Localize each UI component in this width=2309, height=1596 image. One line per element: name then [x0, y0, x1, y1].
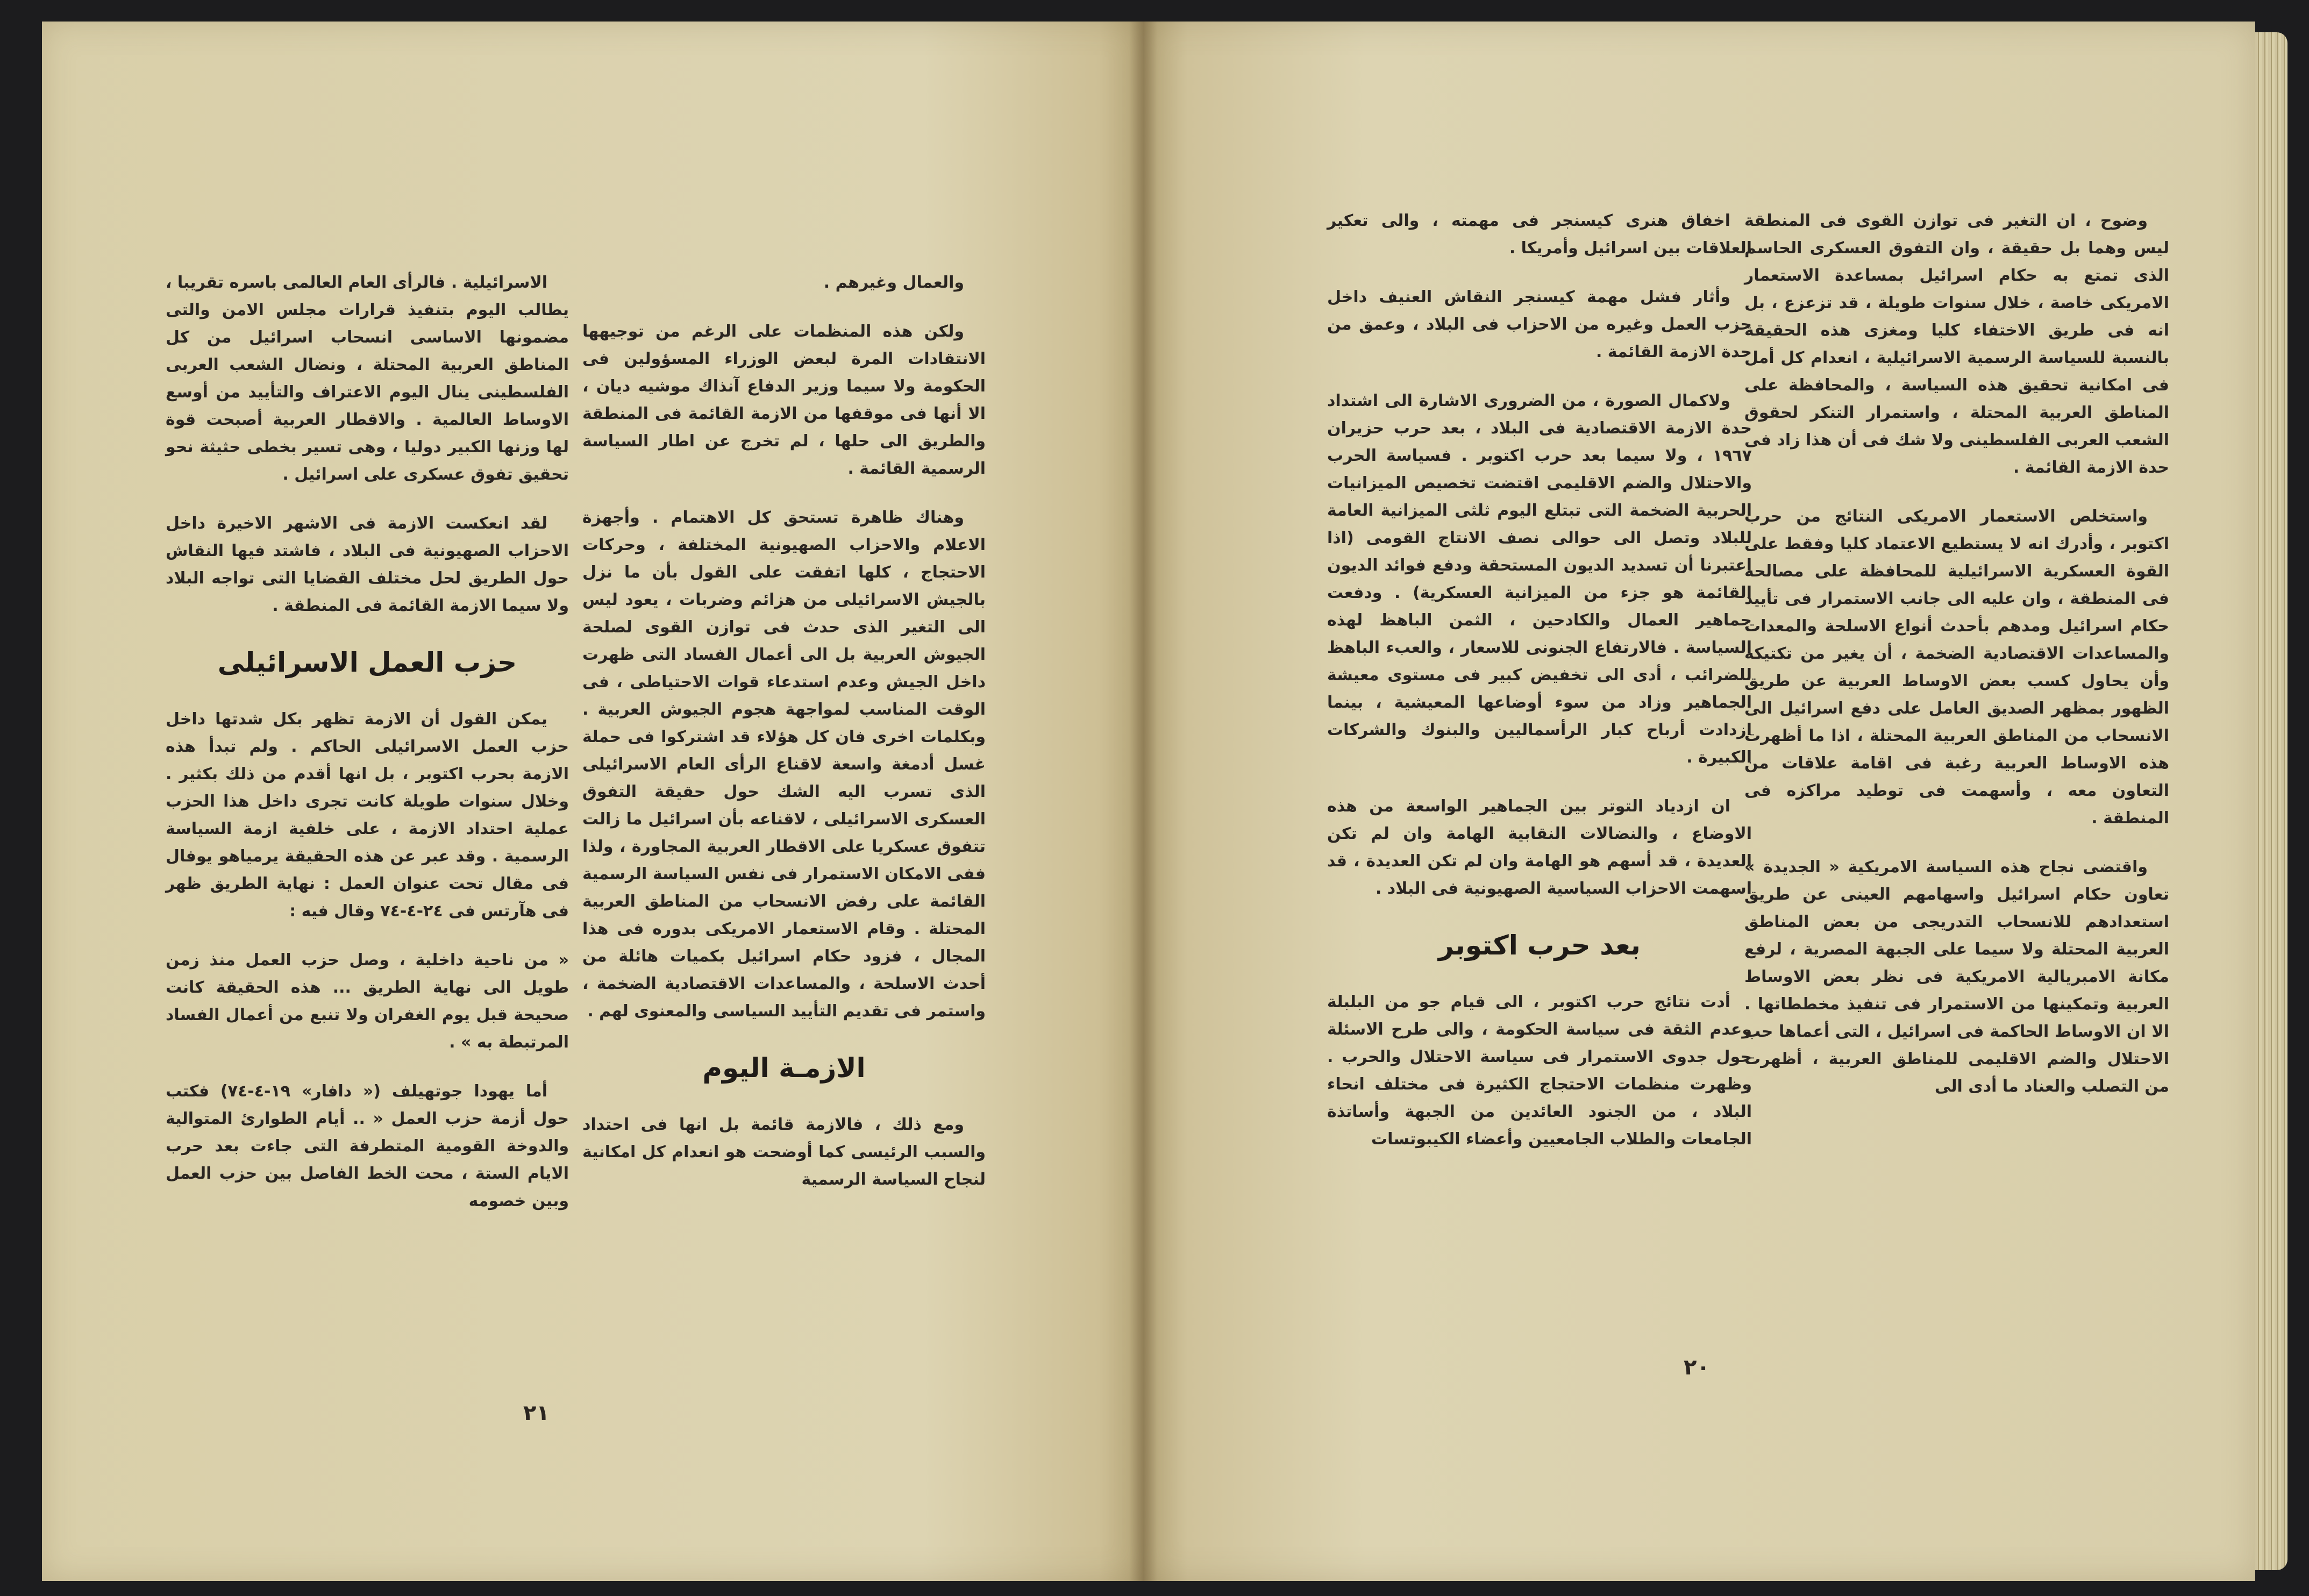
paragraph: اخفاق هنرى كيسنجر فى مهمته ، والى تعكير العلاقات بين اسرائيل وأمريكا .: [1327, 211, 1752, 258]
paragraph: واقتضى نجاح هذه السياسة الامريكية « الجديدة » تعاون حكام اسرائيل واسهامهم العينى عن طريق استعدادهم للانسحاب التدريجى من بعض المناطق العربية المحتلة ولا سيما على الجبهة المصرية ، لرفع مكانة الامبريالية الامريكية فى نظر بعض الاوساط العربية وتمكينها من الاستمرار فى تنفيذ مخططاتها . الا ان الاوساط الحاكمة فى اسرائيل ، التى أعماها حب الاحتلال والضم الاقليمى للمناطق العربية ، أظهرت من التصلب والعناد ما أدى الى: [1744, 858, 2169, 1096]
paragraph: وهناك ظاهرة تستحق كل الاهتمام . وأجهزة الاعلام والاحزاب الصهيونية المختلفة ، وحركات الاحتجاج ، كلها اتفقت على القول بأن ما نزل بالجيش الاسرائيلى من هزائم وضربات ، يعود ليس الى التغير الذى حدث فى توازن القوى لصلحة الجيوش العربية بل الى أعمال الفساد التى ظهرت داخل الجيش وعدم استدعاء قوات الاحتياطى ، فى الوقت المناسب لمواجهة هجوم الجيوش العربية . وبكلمات اخرى فان كل هؤلاء قد اشتركوا فى حملة غسل أدمغة واسعة لاقناع الرأى العام الاسرائيلى الذى تسرب اليه الشك حول حقيقة التفوق العسكرى الاسرائيلى ، لاقناعه بأن اسرائيل ما زالت تتفوق عسكريا على الاقطار العربية المجاورة ، ولذا ففى الامكان الاستمرار فى نفس السياسة الرسمية القائمة على رفض الانسحاب من المناطق العربية المحتلة . وقام الاستعمار الامريكى بدوره فى هذا المجال ، فزود حكام اسرائيل بكميات هائلة من أحدث الاسلحة ، والمساعدات الاقتصادية الضخمة ، واستمر فى تقديم التأييد السياسى والمعنوى لهم .: [582, 508, 986, 1021]
section-heading: بعد حرب اكتوبر: [1438, 930, 1641, 961]
right-page-outer-column: [1744, 207, 2169, 1122]
quote-paragraph: « من ناحية داخلية ، وصل حزب العمل منذ زمن طويل الى نهاية الطريق ... هذه الحقيقة كانت صحيحة قبل يوم الغفران ولا تنبع من أعمال الفساد المرتبطة به » .: [166, 951, 569, 1052]
right-page: [1143, 22, 2255, 1581]
paragraph: أما يهودا جوتهيلف (« دافار» ١٩-٤-٧٤) فكتب حول أزمة حزب العمل « .. أيام الطوارئ المتوالية والدوخة القومية المتطرفة التى جاءت بعد حرب الايام الستة ، محت الخط الفاصل بين حزب العمل وبين خصومه: [166, 1082, 569, 1210]
left-page-outer-column: [166, 269, 569, 1236]
paragraph: وأثار فشل مهمة كيسنجر النقاش العنيف داخل حزب العمل وغيره من الاحزاب فى البلاد ، وعمق من حدة الازمة القائمة .: [1327, 288, 1752, 361]
page-number: ٢٠: [1684, 1355, 1710, 1380]
book-gutter: [1129, 22, 1157, 1581]
paragraph: ان ازدياد التوتر بين الجماهير الواسعة من هذه الاوضاع ، والنضالات النقابية الهامة وان لم تكن العديدة ، قد أسهم هو الهامة وان لم تكن العديدة ، قد اسهمت الاحزاب السياسية الصهيونية فى البلاد .: [1327, 797, 1752, 898]
section-heading: الازمـة اليوم: [702, 1052, 866, 1084]
left-page-inner-column: [582, 269, 986, 1215]
paragraph: ولكن هذه المنظمات على الرغم من توجيهها الانتقادات المرة لبعض الوزراء المسؤولين فى الحكومة ولا سيما وزير الدفاع آنذاك موشيه ديان ، الا أنها فى موقفها من الازمة القائمة فى المنطقة والطريق الى حلها ، لم تخرج عن اطار السياسة الرسمية القائمة .: [582, 322, 986, 478]
paragraph: أدت نتائج حرب اكتوبر ، الى قيام جو من البلبلة وعدم الثقة فى سياسة الحكومة ، والى طرح الاسئلة حول جدوى الاستمرار فى سياسة الاحتلال والحرب . وظهرت منظمات الاحتجاج الكثيرة فى مختلف انحاء البلاد ، من الجنود العائدين من الجبهة وأساتذة الجامعات والطلاب الجامعيين وأعضاء الكيبوتسات: [1327, 993, 1752, 1149]
section-heading: حزب العمل الاسرائيلى: [217, 647, 517, 678]
page-number: ٢١: [523, 1401, 550, 1426]
right-page-inner-column: [1327, 207, 1752, 1174]
page-edges: [2255, 32, 2287, 1570]
paragraph: ومع ذلك ، فالازمة قائمة بل انها فى احتداد والسبب الرئيسى كما أوضحت هو انعدام كل امكانية لنجاح السياسة الرسمية: [582, 1115, 986, 1189]
paragraph: ولاكمال الصورة ، من الضرورى الاشارة الى اشتداد حدة الازمة الاقتصادية فى البلاد ، بعد حرب حزيران ١٩٦٧ ، ولا سيما بعد حرب اكتوبر . فسياسة الحرب والاحتلال والضم الاقليمى اقتضت تخصيص الميزانيات الحربية الضخمة التى تبتلع اليوم ثلثى الميزانية العامة للبلاد وتصل الى حوالى نصف الانتاج القومى (اذا اعتبرنا أن تسديد الديون المستحقة ودفع فوائد الديون القائمة هو جزء من الميزانية العسكرية) . ودفعت جماهير العمال والكادحين ، الثمن الباهظ لهذه السياسة . فالارتفاع الجنونى للاسعار ، والعبء الباهظ للضرائب ، أدى الى تخفيض كبير فى مستوى معيشة الجماهير وزاد من سوء أوضاعها المعيشية ، بينما ازدادت أرباح كبار الرأسماليين والبنوك والشركات الكبيرة .: [1327, 391, 1752, 767]
paragraph: واستخلص الاستعمار الامريكى النتائج من حرب اكتوبر ، وأدرك انه لا يستطيع الاعتماد كليا وفقط على القوة العسكرية الاسرائيلية للمحافظة على مصالحه فى المنطقة ، وان عليه الى جانب الاستمرار فى تأييد حكام اسرائيل ومدهم بأحدث أنواع الاسلحة والمعدات والمساعدات الاقتصادية الضخمة ، أن يغير من تكتيكه وأن يحاول كسب بعض الاوساط العربية عن طريق الظهور بمظهر الصديق العامل على دفع اسرائيل الى الانسحاب من المناطق العربية المحتلة ، اذا ما أظهرت هذه الاوساط العربية رغبة فى اقامة علاقات من التعاون معه ، وأسهمت فى توطيد مراكزه فى المنطقة .: [1744, 507, 2169, 828]
paragraph: الاسرائيلية . فالرأى العام العالمى باسره تقريبا ، يطالب اليوم بتنفيذ قرارات مجلس الامن والتى مضمونها الاساسى انسحاب اسرائيل من كل المناطق العربية المحتلة ، ونضال الشعب العربى الفلسطينى ينال اليوم الاعتراف والتأييد من أوسع الاوساط العالمية . والاقطار العربية أصبحت قوة لها وزنها الكبير دوليا ، وهى تسير بخطى حثيثة نحو تحقيق تفوق عسكرى على اسرائيل .: [166, 273, 569, 484]
paragraph: لقد انعكست الازمة فى الاشهر الاخيرة داخل الاحزاب الصهيونية فى البلاد ، فاشتد فيها النقاش حول الطريق لحل مختلف القضايا التى تواجه البلاد ولا سيما الازمة القائمة فى المنطقة .: [166, 514, 569, 615]
paragraph: يمكن القول أن الازمة تظهر بكل شدتها داخل حزب العمل الاسرائيلى الحاكم . ولم تبدأ هذه الازمة بحرب اكتوبر ، بل انها أقدم من ذلك بكثير . وخلال سنوات طويلة كانت تجرى داخل هذا الحزب عملية احتداد الازمة ، على خلفية ازمة السياسة الرسمية . وقد عبر عن هذه الحقيقة يرمياهو يوفال فى مقال تحت عنوان العمل : نهاية الطريق ظهر فى هآرتس فى ٢٤-٤-٧٤ وقال فيه :: [166, 710, 569, 921]
left-page: [42, 22, 1143, 1581]
paragraph: والعمال وغيرهم .: [823, 273, 964, 292]
paragraph: وضوح ، ان التغير فى توازن القوى فى المنطقة ليس وهما بل حقيقة ، وان التفوق العسكرى الحاسم الذى تمتع به حكام اسرائيل بمساعدة الاستعمار الامريكى خاصة ، خلال سنوات طويلة ، قد تزعزع ، بل انه فى طريق الاختفاء كليا ومغزى هذه الحقيقة بالنسبة للسياسة الرسمية الاسرائيلية ، انعدام كل أمل فى امكانية تحقيق هذه السياسة ، والمحافظة على المناطق العربية المحتلة ، واستمرار التنكر لحقوق الشعب العربى الفلسطينى ولا شك فى أن هذا زاد فى حدة الازمة القائمة .: [1744, 211, 2169, 477]
